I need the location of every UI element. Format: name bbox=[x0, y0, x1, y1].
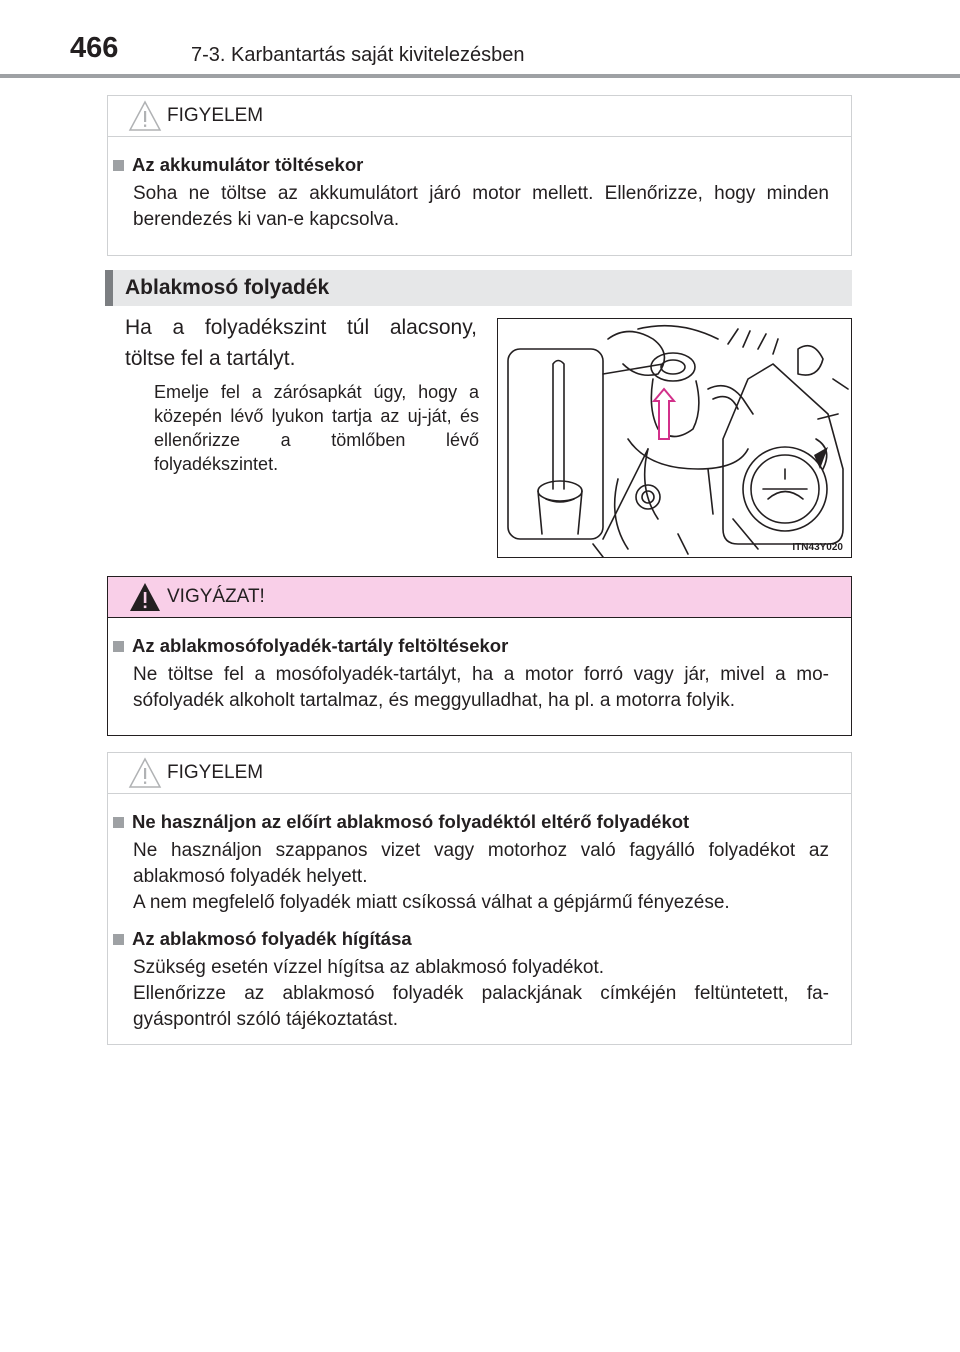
bullet-square-icon bbox=[113, 934, 124, 945]
washer-reservoir-drawing bbox=[498, 319, 852, 558]
figure-code: ITN43Y020 bbox=[792, 542, 843, 553]
washer-fluid-illustration bbox=[497, 318, 852, 558]
notice-body bbox=[108, 137, 851, 265]
section-title: 7-3. Karbantartás saját kivitelezésben bbox=[191, 44, 525, 66]
notice-item-text bbox=[133, 838, 829, 916]
notice-item-line: Ellenőrizze az ablakmosó folyadék palackjának címkéjén feltüntetett, fa-gyáspontról szóló tájékoztatást. bbox=[133, 983, 829, 1030]
notice-item-text bbox=[133, 955, 829, 1033]
caution-item-title bbox=[113, 635, 829, 657]
warning-triangle-outline-icon bbox=[128, 757, 162, 789]
notice-label: FIGYELEM bbox=[167, 762, 264, 783]
warning-triangle-filled-icon bbox=[128, 581, 162, 613]
instruction-text: Emelje fel a zárósapkát úgy, hogy a közepén lévő lyukon tartja az uj-ját, és ellenőrizze a tömlőben lévő folyadékszintet. bbox=[154, 382, 479, 474]
page-number: 466 bbox=[70, 32, 119, 64]
lead-line-1: Ha a folyadékszint túl alacsony, bbox=[125, 316, 477, 339]
warning-triangle-outline-icon bbox=[128, 100, 162, 132]
lead-paragraph bbox=[125, 312, 477, 374]
caution-item-text: Ne töltse fel a mosófolyadék-tartályt, ha a motor forró vagy jár, mivel a mo-sófolyadék alkoholt tartalmaz, és meggyulladhat, ha pl. a motorra folyik. bbox=[133, 664, 829, 711]
notice-item-line: A nem megfelelő folyadék miatt csíkossá válhat a gépjármű fényezése. bbox=[133, 892, 730, 913]
notice-box-battery bbox=[107, 95, 852, 256]
notice-item-title-text: Az ablakmosó folyadék hígítása bbox=[132, 928, 412, 949]
notice-header bbox=[108, 753, 851, 794]
notice-item-title-text: Ne használjon az előírt ablakmosó folyadéktól eltérő folyadékot bbox=[132, 811, 690, 832]
caution-header bbox=[108, 577, 851, 618]
section-heading bbox=[105, 270, 852, 306]
header-rule bbox=[0, 74, 960, 78]
notice-item-title bbox=[113, 928, 829, 950]
bullet-square-icon bbox=[113, 160, 124, 171]
notice-body bbox=[108, 794, 851, 1065]
notice-item-title-text: Az akkumulátor töltésekor bbox=[132, 154, 364, 175]
caution-label: VIGYÁZAT! bbox=[167, 586, 265, 607]
notice-item-title bbox=[113, 811, 829, 833]
bullet-square-icon bbox=[113, 817, 124, 828]
notice-box-washer-fluid bbox=[107, 752, 852, 1045]
caution-body bbox=[108, 618, 851, 746]
bullet-square-icon bbox=[113, 641, 124, 652]
notice-item-title bbox=[113, 154, 829, 176]
caution-item-title-text: Az ablakmosófolyadék-tartály feltöltésekor bbox=[132, 635, 509, 656]
notice-item-text: Soha ne töltse az akkumulátort járó motor mellett. Ellenőrizze, hogy minden berendezés ki van-e kapcsolva. bbox=[133, 183, 829, 230]
heading-accent bbox=[105, 270, 113, 306]
caution-box bbox=[107, 576, 852, 736]
lead-line-2: töltse fel a tartályt. bbox=[125, 347, 296, 370]
page-header bbox=[0, 0, 960, 80]
section-heading-text: Ablakmosó folyadék bbox=[125, 276, 330, 299]
notice-item-line: Szükség esetén vízzel hígítsa az ablakmosó folyadékot. bbox=[133, 957, 605, 978]
notice-header bbox=[108, 96, 851, 137]
notice-label: FIGYELEM bbox=[167, 105, 264, 126]
notice-item-line: Ne használjon szappanos vizet vagy motorhoz való fagyálló folyadékot az ablakmosó folyadék helyett. bbox=[133, 840, 829, 887]
